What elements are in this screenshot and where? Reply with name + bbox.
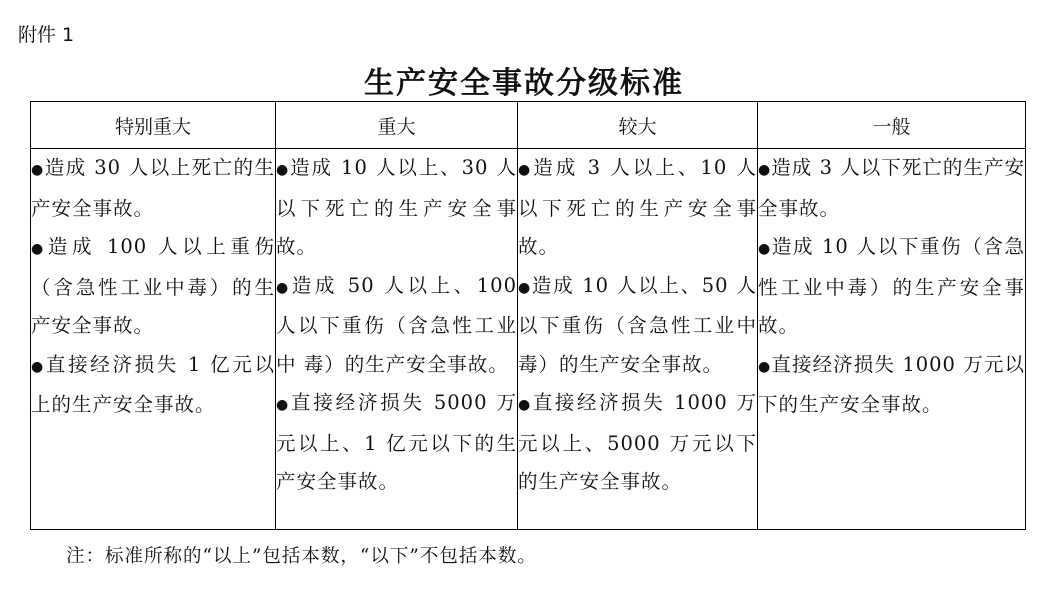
table-header-row (31, 102, 1026, 149)
bullet-icon: ● (276, 162, 291, 178)
criterion-item (31, 149, 275, 228)
document-title: 生产安全事故分级标准 (364, 66, 684, 101)
criterion-text: 直接经济损失 1000 万元以上、5000 万元以下的生产安全事故。 (518, 391, 758, 493)
bullet-icon: ● (758, 241, 772, 257)
bullet-icon: ● (758, 162, 772, 178)
header-serious: 重大 (276, 102, 518, 149)
criterion-text: 造成 10 人以下重伤（含急性工业中毒）的生产安全事故。 (758, 235, 1026, 337)
bullet-icon: ● (518, 162, 534, 178)
criterion-item (758, 346, 1025, 425)
column-serious (276, 149, 518, 530)
criterion-text: 造成 50 人以上、100 人以下重伤（含急性工业中 毒）的生产安全事故。 (276, 273, 517, 376)
criterion-text: 直接经济损失 5000 万元以上、1 亿元以下的生产安全事故。 (276, 391, 517, 493)
bullet-icon: ● (31, 358, 46, 375)
criterion-text: 造成 10 人以上、30 人以下死亡的生产安全事故。 (276, 156, 517, 258)
bullet-icon: ● (31, 241, 48, 257)
attachment-label: 附件 1 (18, 24, 75, 46)
criterion-text: 直接经济损失 1 亿元以上的生产安全事故。 (31, 352, 275, 416)
bullet-icon: ● (276, 279, 292, 296)
criterion-text: 造成 100 人以上重伤（含急性工业中毒）的生产安全事故。 (31, 235, 276, 337)
header-relatively-serious: 较大 (518, 102, 758, 149)
criterion-item (31, 346, 275, 425)
accident-grade-table (30, 101, 1026, 530)
criterion-item (758, 228, 1025, 346)
criterion-text: 造成 3 人以上、10 人以下死亡的生产安全事故。 (518, 156, 757, 258)
bullet-icon: ● (518, 279, 532, 296)
criterion-item (31, 228, 275, 346)
criterion-item (276, 149, 517, 267)
column-especially-serious (31, 149, 276, 530)
bullet-icon: ● (31, 162, 45, 178)
criterion-item (518, 384, 757, 502)
column-general (758, 149, 1026, 530)
criterion-text: 造成 30 人以上死亡的生产安全事故。 (31, 156, 275, 220)
bullet-icon: ● (518, 397, 533, 413)
table-row (31, 149, 1026, 530)
header-especially-serious: 特别重大 (31, 102, 276, 149)
footnote: 注：标准所称的“以上”包括本数，“以下”不包括本数。 (66, 546, 537, 567)
criterion-text: 造成 3 人以下死亡的生产安全事故。 (758, 156, 1026, 220)
criterion-item (758, 149, 1025, 228)
header-general: 一般 (758, 102, 1026, 149)
bullet-icon: ● (758, 358, 772, 375)
criterion-text: 直接经济损失 1000 万元以下的生产安全事故。 (758, 352, 1026, 416)
column-relatively-serious (518, 149, 758, 530)
bullet-icon: ● (276, 397, 292, 413)
criterion-item (276, 384, 517, 502)
criterion-item (518, 149, 757, 267)
criterion-item (518, 267, 757, 385)
criterion-text: 造成 10 人以上、50 人以下重伤（含急性工业中毒）的生产安全事故。 (518, 273, 757, 376)
criterion-item (276, 267, 517, 385)
